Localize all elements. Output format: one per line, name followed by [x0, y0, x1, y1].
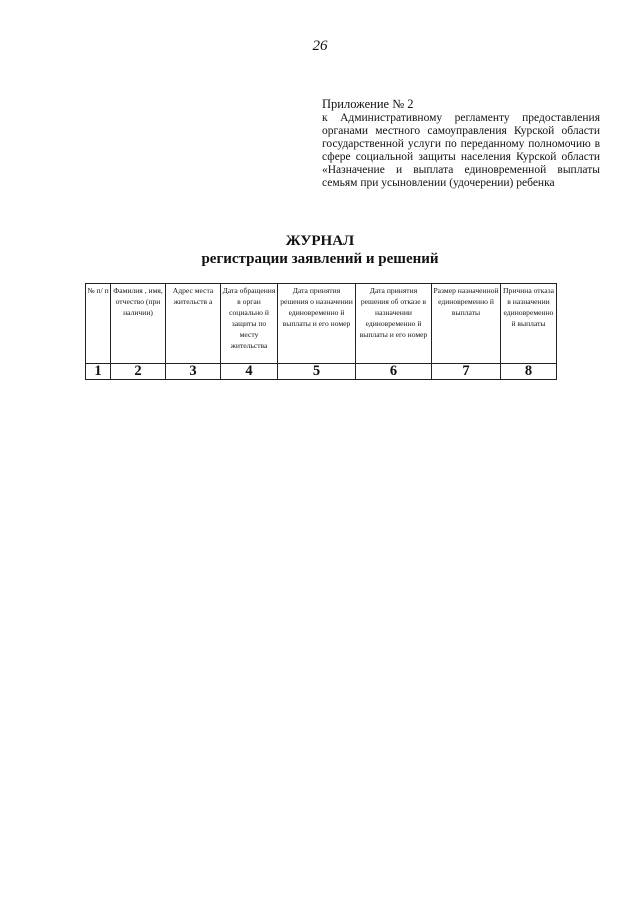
column-number-cell: 4: [221, 364, 278, 380]
column-header-refusal-decision: Дата принятия решения об отказе в назначении единовременно й выплаты и его номер: [356, 284, 432, 364]
journal-subtitle: регистрации заявлений и решений: [201, 251, 439, 267]
column-number-cell: 7: [432, 364, 501, 380]
column-number-cell: 8: [501, 364, 557, 380]
column-number-cell: 5: [278, 364, 356, 380]
column-number-cell: 1: [86, 364, 111, 380]
appendix-block: [322, 98, 600, 190]
journal-table: [85, 283, 557, 380]
appendix-text: к Административному регламенту предоставления органами местного самоуправления Курской области государственной услуги по переданному полномочию в сфере социальной защиты населения Курской области «Назначение и выплата единовременной выплаты семьям при усыновлении (удочерении) ребенка: [322, 112, 600, 189]
column-header-payment-amount: Размер назначенной единовременно й выплаты: [432, 284, 501, 364]
journal-title: ЖУРНАЛ: [285, 233, 355, 249]
column-number-cell: 3: [166, 364, 221, 380]
appendix-heading: Приложение № 2: [322, 97, 414, 111]
column-header-refusal-reason: Причина отказа в назначении единовременно й выплаты: [501, 284, 557, 364]
column-header-full-name: Фамилия , имя, отчество (при наличии): [111, 284, 166, 364]
column-header-number: № п/ п: [86, 284, 111, 364]
journal-title-block: [0, 232, 640, 268]
column-header-address: Адрес места жительств а: [166, 284, 221, 364]
page-number: 26: [312, 38, 328, 54]
journal-header-row: [86, 284, 557, 364]
journal-number-row: [86, 364, 557, 380]
column-header-approval-decision: Дата принятия решения о назначении единовременно й выплаты и его номер: [278, 284, 356, 364]
column-number-cell: 2: [111, 364, 166, 380]
column-header-application-date: Дата обращения в орган социально й защиты по месту жительства: [221, 284, 278, 364]
column-number-cell: 6: [356, 364, 432, 380]
